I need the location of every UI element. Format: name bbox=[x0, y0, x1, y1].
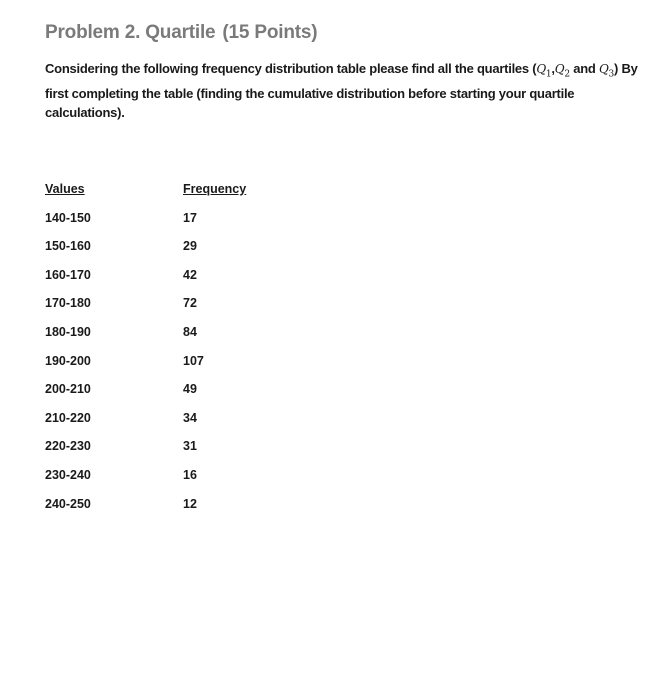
cell-values: 140-150 bbox=[45, 210, 91, 225]
cell-frequency: 72 bbox=[183, 296, 197, 311]
cell-values: 230-240 bbox=[45, 467, 91, 482]
cell-values: 210-220 bbox=[45, 410, 91, 425]
cell-frequency: 42 bbox=[183, 267, 197, 282]
cell-values: 160-170 bbox=[45, 267, 91, 282]
problem-title-main: Problem 2. Quartile bbox=[45, 22, 216, 43]
problem-title bbox=[45, 22, 317, 44]
instructions-text-after: ) By first completing the table (finding the cumulative distribution before starting your quartile calculations). bbox=[45, 61, 638, 121]
cell-values: 200-210 bbox=[45, 382, 91, 397]
cell-values: 220-230 bbox=[45, 439, 91, 454]
cell-values: 240-250 bbox=[45, 496, 91, 511]
header-values: Values bbox=[45, 182, 85, 196]
cell-values: 170-180 bbox=[45, 296, 91, 311]
cell-frequency: 34 bbox=[183, 410, 197, 425]
instructions-and-text: and bbox=[569, 61, 599, 76]
instructions-separator: , bbox=[551, 61, 555, 76]
cell-frequency: 107 bbox=[183, 353, 204, 368]
quartile-symbol-q3: $Q_3$ bbox=[598, 62, 615, 80]
cell-frequency: 12 bbox=[183, 496, 197, 511]
cell-values: 190-200 bbox=[45, 353, 91, 368]
cell-frequency: 17 bbox=[183, 210, 197, 225]
quartile-symbol-q1: $Q_1$ bbox=[536, 62, 552, 80]
instructions-text-before: Considering the following frequency distribution table please find all the quartiles ( bbox=[45, 61, 537, 76]
cell-frequency: 31 bbox=[183, 439, 197, 454]
cell-values: 150-160 bbox=[45, 239, 91, 254]
cell-frequency: 84 bbox=[183, 324, 197, 339]
problem-instructions bbox=[45, 59, 645, 122]
quartile-symbol-q2: $Q_2$ bbox=[554, 62, 570, 80]
problem-title-points: (15 Points) bbox=[222, 22, 318, 43]
cell-frequency: 29 bbox=[183, 239, 197, 254]
cell-values: 180-190 bbox=[45, 324, 91, 339]
header-frequency: Frequency bbox=[183, 182, 247, 196]
cell-frequency: 49 bbox=[183, 382, 197, 397]
cell-frequency: 16 bbox=[183, 467, 197, 482]
